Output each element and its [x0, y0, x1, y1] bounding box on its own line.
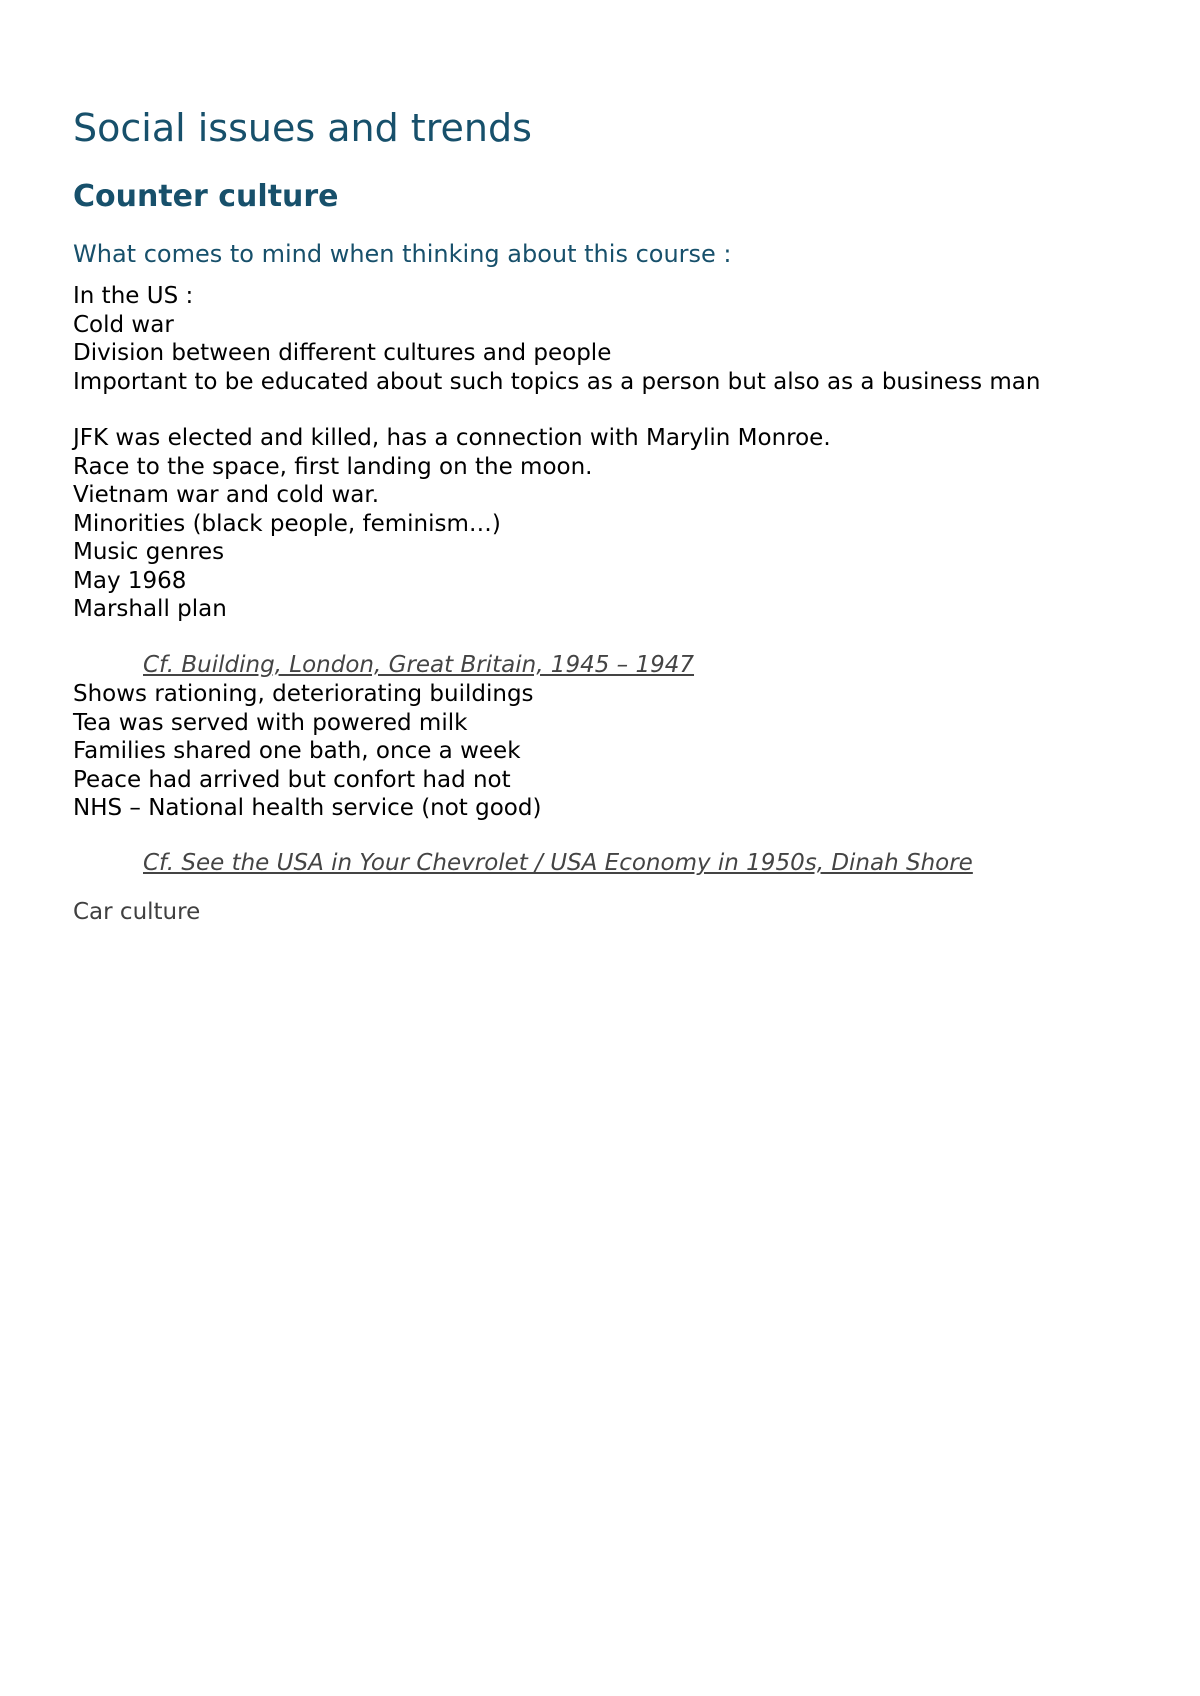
- text-line: Peace had arrived but confort had not: [73, 766, 511, 793]
- text-line: Families shared one bath, once a week: [73, 738, 521, 764]
- reference-building-london[interactable]: Cf. Building, London, Great Britain, 1945 – 1947: [143, 652, 695, 678]
- text-line: JFK was elected and killed, has a connection with Marylin Monroe.: [73, 425, 831, 451]
- caption-car-culture: Car culture: [73, 899, 201, 925]
- text-line: In the US :: [73, 283, 194, 309]
- text-line: May 1968: [73, 567, 187, 594]
- text-line: Minorities (black people, feminism…): [73, 510, 501, 537]
- page-title: Social issues and trends: [73, 106, 532, 150]
- subsection-heading: What comes to mind when thinking about this course :: [73, 240, 732, 268]
- text-line: NHS – National health service (not good): [73, 795, 542, 821]
- text-line: Vietnam war and cold war.: [73, 482, 380, 508]
- text-line: Marshall plan: [73, 596, 227, 622]
- postwar-lines: [73, 680, 541, 823]
- section-heading: Counter culture: [73, 179, 339, 214]
- text-line: Important to be educated about such topics as a person but also as a business man: [73, 368, 1041, 395]
- text-line: Shows rationing, deteriorating buildings: [73, 681, 534, 707]
- text-line: Tea was served with powered milk: [73, 709, 468, 736]
- text-line: Music genres: [73, 539, 225, 565]
- intro-lines: [73, 282, 1040, 396]
- text-line: Cold war: [73, 311, 174, 338]
- reference-see-the-usa[interactable]: Cf. See the USA in Your Chevrolet / USA Economy in 1950s, Dinah Shore: [143, 850, 973, 876]
- text-line: Division between different cultures and people: [73, 340, 612, 366]
- text-line: Race to the space, first landing on the moon.: [73, 453, 593, 480]
- topics-lines: [73, 424, 831, 624]
